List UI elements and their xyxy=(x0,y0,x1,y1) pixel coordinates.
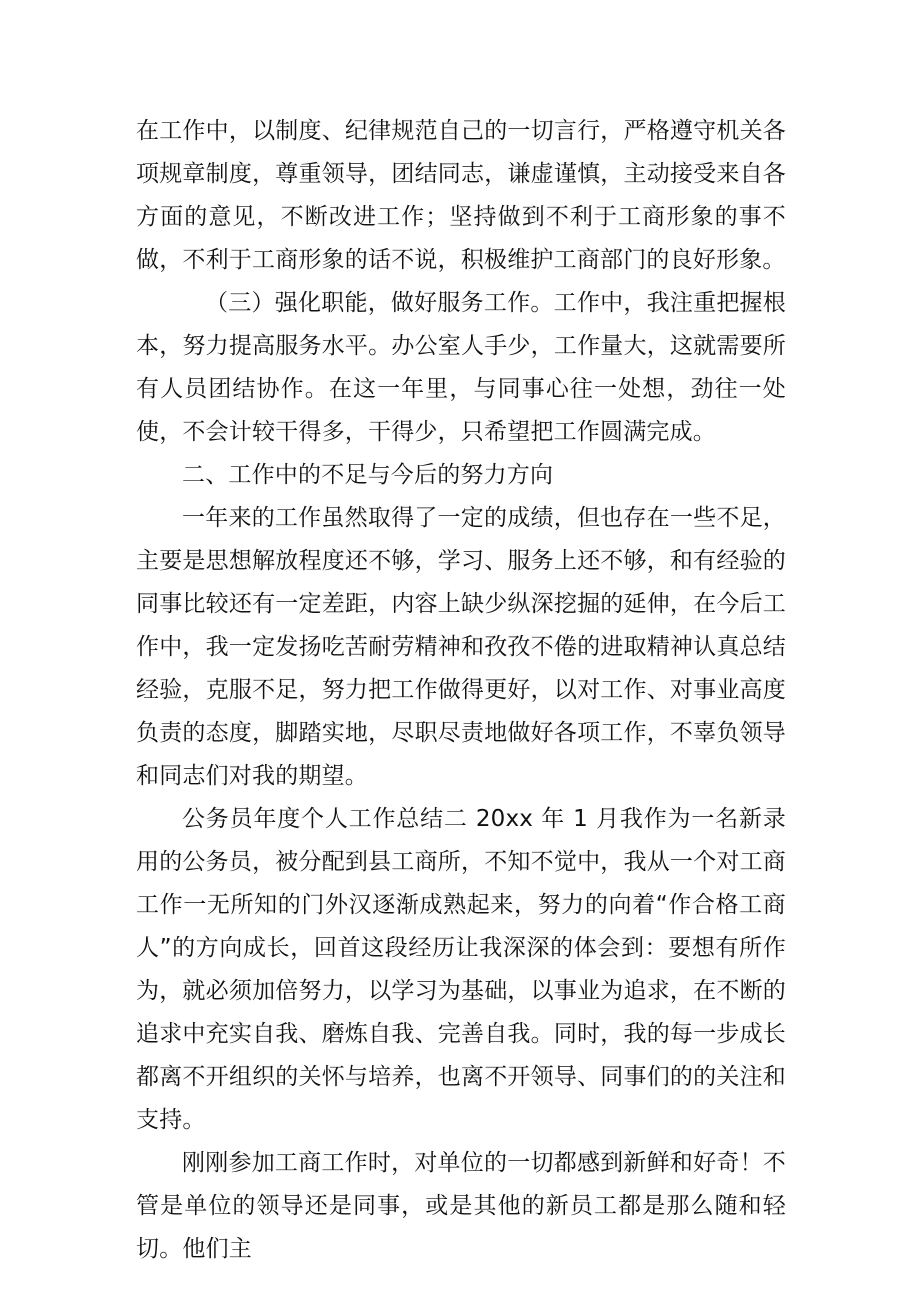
document-body xyxy=(136,110,786,1271)
paragraph-service: （三）强化职能，做好服务工作。工作中，我注重把握根本，努力提高服务水平。办公室人手少，工作量大，这就需要所有人员团结协作。在这一年里，与同事心往一处想，劲往一处使，不会计较干得多，干得少，只希望把工作圆满完成。 xyxy=(136,290,786,445)
paragraph-first-days: 刚刚参加工商工作时，对单位的一切都感到新鲜和好奇！不管是单位的领导还是同事，或是其他的新员工都是那么随和轻切。他们主 xyxy=(136,1150,786,1262)
paragraph-discipline: 在工作中，以制度、纪律规范自己的一切言行，严格遵守机关各项规章制度，尊重领导，团结同志，谦虚谨慎，主动接受来自各方面的意见，不断改进工作；坚持做到不利于工商形象的事不做，不利于工商形象的话不说，积极维护工商部门的良好形象。 xyxy=(136,118,786,273)
paragraph-shortcomings: 一年来的工作虽然取得了一定的成绩，但也存在一些不足，主要是思想解放程度还不够，学习、服务上还不够，和有经验的同事比较还有一定差距，内容上缺少纵深挖掘的延伸，在今后工作中，我一定发扬吃苦耐劳精神和孜孜不倦的进取精神认真总结经验，克服不足，努力把工作做得更好，以对工作、对事业高度负责的态度，脚踏实地，尽职尽责地做好各项工作，不辜负领导和同志们对我的期望。 xyxy=(136,505,786,789)
paragraph-summary-two: 公务员年度个人工作总结二 20xx 年 1 月我作为一名新录用的公务员，被分配到县工商所，不知不觉中，我从一个对工商工作一无所知的门外汉逐渐成熟起来，努力的向着“作合格工商人”的方向成长，回首这段经历让我深深的体会到：要想有所作为，就必须加倍努力，以学习为基础，以事业为追求，在不断的追求中充实自我、磨炼自我、完善自我。同时，我的每一步成长都离不开组织的关怀与培养，也离不开领导、同事们的的关注和支持。 xyxy=(136,806,786,1133)
section-heading-shortcomings: 二、工作中的不足与今后的努力方向 xyxy=(182,462,554,488)
